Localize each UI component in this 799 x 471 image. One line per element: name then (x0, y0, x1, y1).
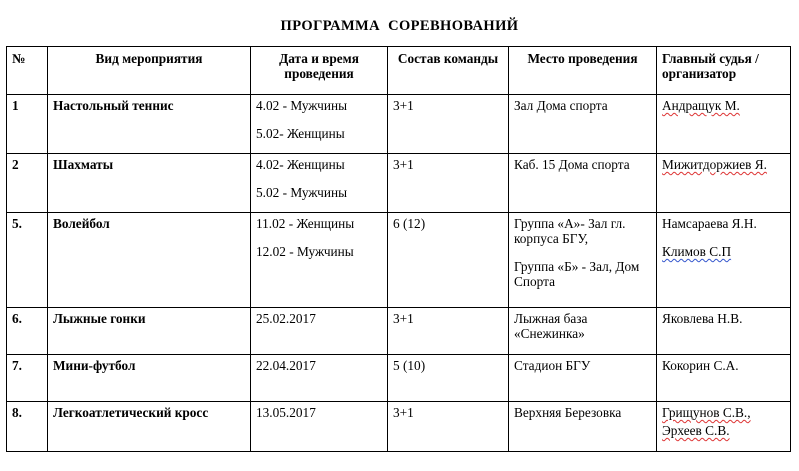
row-place (509, 308, 657, 355)
table-row (7, 402, 791, 452)
row-team: 5 (10) (388, 355, 509, 402)
row-num: 8. (7, 402, 48, 452)
row-event: Шахматы (48, 154, 251, 213)
row-event: Настольный теннис (48, 95, 251, 154)
row-event: Легкоатлетический кросс (48, 402, 251, 452)
row-judges (657, 355, 791, 402)
judge-line: Андращук М. (662, 98, 740, 113)
judge-line: Климов С.П (662, 244, 732, 259)
row-event: Волейбол (48, 213, 251, 308)
judge-line: Намсараева Я.Н. (662, 216, 757, 231)
place-line: Спорта (514, 274, 555, 289)
place-line: Лыжная база (514, 311, 588, 326)
table-row (7, 154, 791, 213)
header-place: Место проведения (509, 47, 657, 95)
competition-program-table (6, 46, 791, 452)
header-num: № (7, 47, 48, 95)
place-line: Группа «Б» - Зал, Дом (514, 259, 640, 274)
date-line: 4.02- Женщины (256, 157, 345, 172)
row-place (509, 355, 657, 402)
header-judge-line-1: Главный судья / (662, 51, 759, 66)
place-line: Верхняя Березовка (514, 405, 622, 420)
header-date-line-1: Дата и время (279, 51, 359, 66)
table-row (7, 355, 791, 402)
page-title: ПРОГРАММА СОРЕВНОВАНИЙ (280, 18, 519, 34)
row-judges (657, 154, 791, 213)
place-line: Каб. 15 Дома спорта (514, 157, 630, 172)
judge-line: Грищунов С.В., (662, 405, 751, 420)
header-judge (657, 47, 791, 95)
row-dates (251, 95, 388, 154)
judge-line: Яковлева Н.В. (662, 311, 743, 326)
place-line: Зал Дома спорта (514, 98, 608, 113)
header-date-line-2: проведения (284, 66, 354, 81)
header-date (251, 47, 388, 95)
row-num: 5. (7, 213, 48, 308)
row-team: 3+1 (388, 95, 509, 154)
table-row (7, 213, 791, 308)
date-line: 5.02 - Мужчины (256, 185, 348, 200)
row-dates (251, 355, 388, 402)
row-event: Мини-футбол (48, 355, 251, 402)
judge-line: Кокорин С.А. (662, 358, 739, 373)
row-place (509, 213, 657, 308)
row-judges (657, 308, 791, 355)
date-line: 5.02- Женщины (256, 126, 345, 141)
row-dates (251, 213, 388, 308)
date-line: 4.02 - Мужчины (256, 98, 348, 113)
place-line: Стадион БГУ (514, 358, 591, 373)
row-num: 1 (7, 95, 48, 154)
place-line: «Снежинка» (514, 326, 585, 341)
row-team: 3+1 (388, 154, 509, 213)
row-dates (251, 308, 388, 355)
date-line: 25.02.2017 (256, 311, 316, 326)
row-place (509, 154, 657, 213)
header-judge-line-2: организатор (662, 66, 737, 81)
row-dates (251, 402, 388, 452)
date-line: 11.02 - Женщины (256, 216, 355, 231)
date-line: 12.02 - Мужчины (256, 244, 354, 259)
row-judges (657, 95, 791, 154)
row-team: 6 (12) (388, 213, 509, 308)
date-line: 13.05.2017 (256, 405, 316, 420)
table-header-row (7, 47, 791, 95)
date-line: 22.04.2017 (256, 358, 316, 373)
row-place (509, 402, 657, 452)
row-judges (657, 402, 791, 452)
header-event: Вид мероприятия (48, 47, 251, 95)
row-dates (251, 154, 388, 213)
table-row (7, 308, 791, 355)
row-event: Лыжные гонки (48, 308, 251, 355)
row-team: 3+1 (388, 402, 509, 452)
table-row (7, 95, 791, 154)
row-team: 3+1 (388, 308, 509, 355)
row-num: 6. (7, 308, 48, 355)
row-num: 7. (7, 355, 48, 402)
header-team: Состав команды (388, 47, 509, 95)
judge-line: Эрхеев С.В. (662, 423, 730, 438)
judge-line: Мижитдоржиев Я. (662, 157, 767, 172)
place-line: корпуса БГУ, (514, 231, 589, 246)
row-place (509, 95, 657, 154)
place-line: Группа «А»- Зал гл. (514, 216, 626, 231)
row-num: 2 (7, 154, 48, 213)
row-judges (657, 213, 791, 308)
